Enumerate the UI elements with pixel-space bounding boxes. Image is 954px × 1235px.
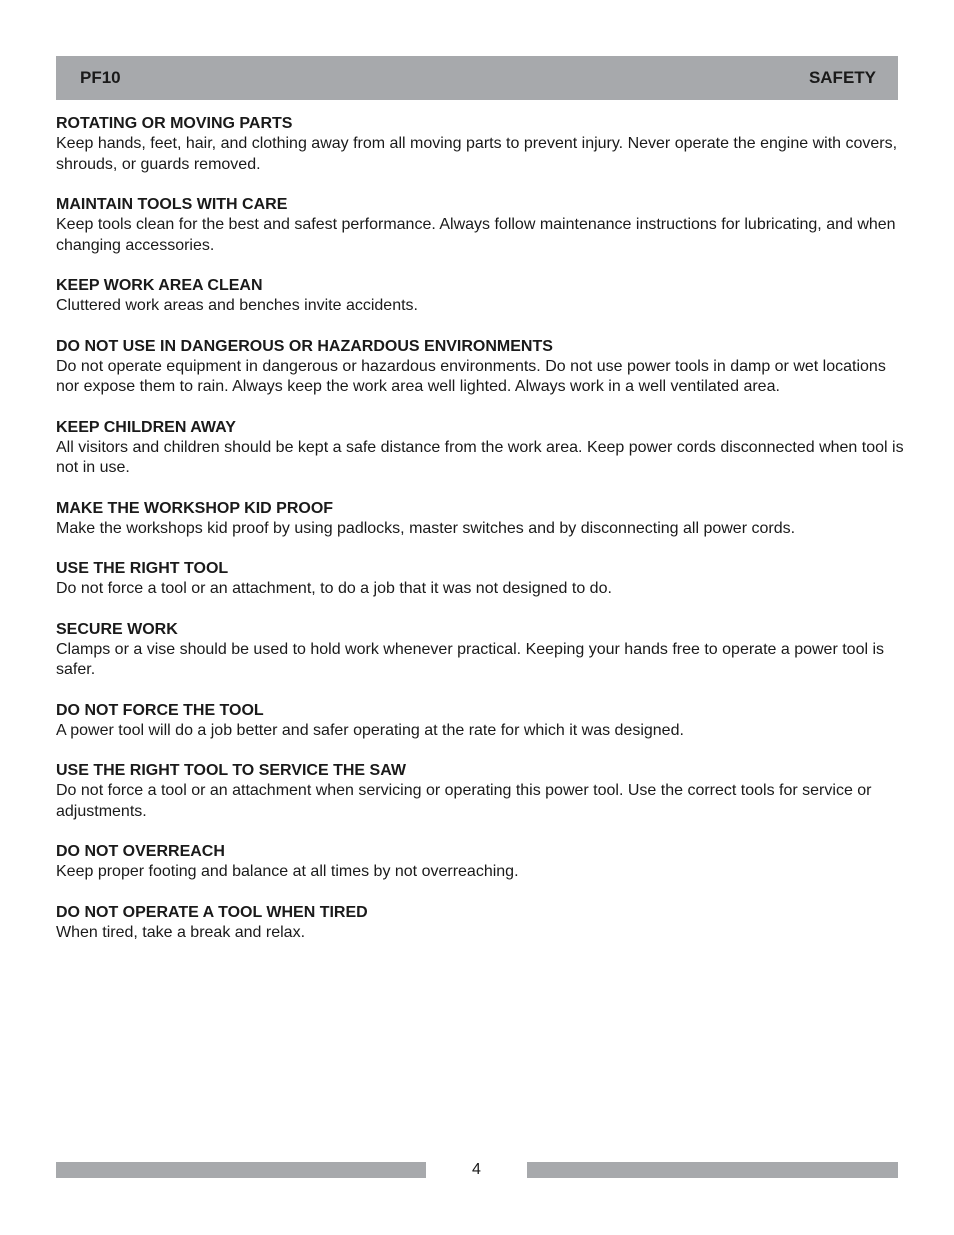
section-heading: MAKE THE WORKSHOP KID PROOF	[56, 499, 334, 517]
footer-bar-left	[56, 1162, 426, 1178]
footer-bar-right	[527, 1162, 898, 1178]
section-body: Cluttered work areas and benches invite accidents.	[56, 297, 418, 314]
safety-section	[56, 761, 904, 822]
section-title: SAFETY	[808, 68, 876, 87]
safety-section	[56, 499, 904, 540]
section-body: Keep hands, feet, hair, and clothing away from all moving parts to prevent injury. Never operate the engine with covers, shrouds, or guards removed.	[56, 135, 898, 173]
safety-section	[56, 114, 904, 175]
section-body: A power tool will do a job better and safer operating at the rate for which it was designed.	[56, 721, 684, 739]
safety-section	[56, 418, 904, 479]
safety-section	[56, 276, 904, 317]
model-label: PF10	[80, 68, 121, 87]
section-heading: KEEP CHILDREN AWAY	[56, 418, 236, 436]
section-body: Do not force a tool or an attachment when servicing or operating this power tool. Use the correct tools for service or adjustments.	[56, 782, 872, 820]
section-body: Do not force a tool or an attachment, to do a job that it was not designed to do.	[56, 580, 612, 597]
section-heading: USE THE RIGHT TOOL	[56, 560, 229, 577]
page-number: 4	[472, 1161, 481, 1178]
section-heading: KEEP WORK AREA CLEAN	[56, 277, 263, 294]
page-header	[56, 56, 898, 100]
section-body: When tired, take a break and relax.	[56, 923, 306, 941]
section-body: Keep tools clean for the best and safest performance. Always follow maintenance instructions for lubricating, and when changing accessories.	[56, 216, 896, 254]
safety-section	[56, 903, 904, 944]
safety-section	[56, 195, 904, 256]
safety-section	[56, 701, 904, 742]
section-body: Keep proper footing and balance at all times by not overreaching.	[56, 863, 519, 880]
safety-section	[56, 337, 904, 398]
section-heading: DO NOT USE IN DANGEROUS OR HAZARDOUS ENVIRONMENTS	[56, 337, 553, 355]
safety-section	[56, 620, 904, 681]
section-heading: DO NOT OVERREACH	[56, 843, 225, 860]
section-heading: MAINTAIN TOOLS WITH CARE	[56, 196, 288, 213]
safety-content	[56, 114, 904, 963]
section-heading: DO NOT FORCE THE TOOL	[56, 701, 264, 719]
section-heading: SECURE WORK	[56, 620, 178, 638]
section-body: Clamps or a vise should be used to hold work whenever practical. Keeping your hands free to operate a power tool is safer.	[56, 640, 885, 678]
section-body: Do not operate equipment in dangerous or hazardous environments. Do not use power tools in damp or wet locations nor expose them to rain. Always keep the work area well lighted. Always work in a well ventilated area.	[56, 357, 886, 395]
safety-section	[56, 559, 904, 600]
safety-section	[56, 842, 904, 883]
section-body: Make the workshops kid proof by using padlocks, master switches and by disconnecting all power cords.	[56, 519, 796, 537]
section-heading: DO NOT OPERATE A TOOL WHEN TIRED	[56, 903, 368, 921]
section-body: All visitors and children should be kept a safe distance from the work area. Keep power cords disconnected when tool is not in use.	[56, 438, 904, 476]
section-heading: USE THE RIGHT TOOL TO SERVICE THE SAW	[56, 762, 406, 779]
section-heading: ROTATING OR MOVING PARTS	[56, 115, 293, 132]
